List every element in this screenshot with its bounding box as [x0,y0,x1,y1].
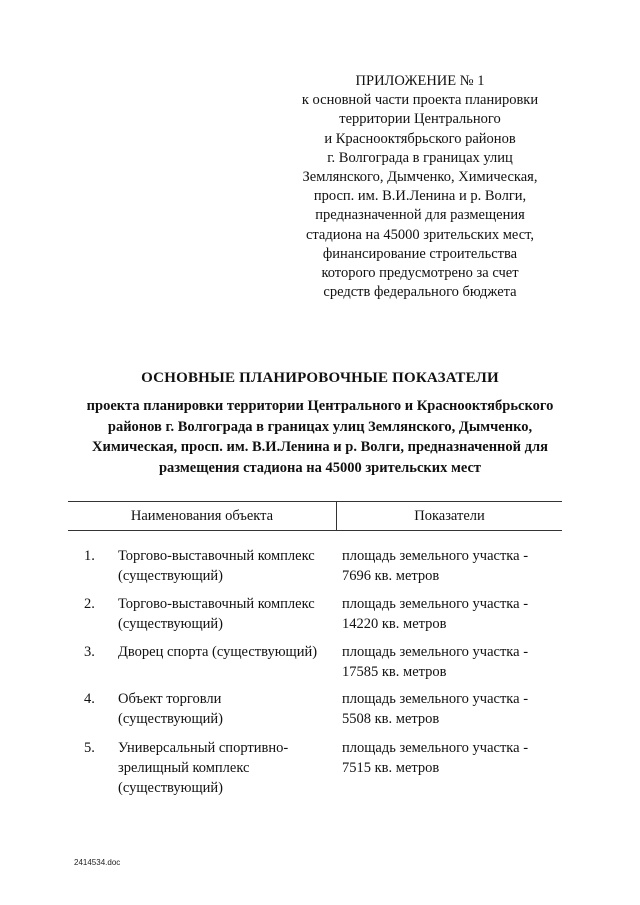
row-number: 5. [84,740,95,756]
indicator-line: площадь земельного участка - [342,644,529,660]
object-name-line: (существующий) [118,780,224,796]
object-name-line: (существующий) [118,616,224,632]
indicator-line: 5508 кв. метров [342,711,440,727]
column-header-indicators: Показатели [414,508,485,524]
indicator-line: площадь земельного участка - [342,596,529,612]
indicator-line: 17585 кв. метров [342,664,447,680]
subtitle-line: Химическая, просп. им. В.И.Ленина и р. Волги, предназначенной для [92,439,548,455]
annex-line: территории Центрального [339,111,501,128]
object-name [118,738,333,798]
row-number: 1. [84,548,95,564]
row-number: 4. [84,691,95,707]
annex-line: Землянского, Дымченко, Химическая, [302,169,538,186]
indicator-line: площадь земельного участка - [342,548,529,564]
indicator-value [342,546,562,586]
annex-line: ПРИЛОЖЕНИЕ № 1 [355,73,485,89]
document-title: ОСНОВНЫЕ ПЛАНИРОВОЧНЫЕ ПОКАЗАТЕЛИ [141,370,499,386]
row-number: 2. [84,596,95,612]
object-name [118,546,333,586]
indicator-value [342,594,562,634]
indicator-line: площадь земельного участка - [342,691,529,707]
annex-line: г. Волгограда в границах улиц [327,149,513,166]
subtitle-line: размещения стадиона на 45000 зрительских мест [158,459,482,476]
document-subtitle [40,396,600,478]
object-name [118,642,333,662]
annex-line: просп. им. В.И.Ленина и р. Волги, [313,188,527,205]
subtitle-line: районов г. Волгограда в границах улиц Землянского, Дымченко, [107,418,533,435]
indicator-line: 14220 кв. метров [342,616,447,632]
indicator-value [342,738,562,778]
object-name [118,689,333,729]
object-name-line: Дворец спорта (существующий) [118,644,318,660]
subtitle-line: проекта планировки территории Центрального и Краснооктябрьского [86,398,554,414]
indicator-line: 7515 кв. метров [342,760,440,776]
table-header [68,501,562,531]
object-name-line: Универсальный спортивно- [118,740,289,756]
annex-heading [270,72,570,302]
annex-line: к основной части проекта планировки [301,92,539,109]
annex-line: и Краснооктябрьского районов [324,130,516,147]
document-file-code: 2414534.doc [74,858,121,867]
indicator-line: площадь земельного участка - [342,740,529,756]
annex-line: которого предусмотрено за счет [321,265,519,282]
object-name-line: Торгово-выставочный комплекс [118,548,315,564]
annex-line: предназначенной для размещения [315,207,525,224]
annex-line: средств федерального бюджета [323,284,517,301]
indicator-value [342,689,562,729]
object-name-line: зрелищный комплекс [118,760,250,776]
object-name [118,594,333,634]
object-name-line: (существующий) [118,711,224,727]
row-number: 3. [84,644,95,660]
object-name-line: (существующий) [118,568,224,584]
column-header-object-name: Наименования объекта [68,502,337,530]
annex-line: финансирование строительства [322,245,518,262]
indicator-value [342,642,562,682]
object-name-line: Объект торговли [118,691,222,707]
indicator-line: 7696 кв. метров [342,568,440,584]
annex-line: стадиона на 45000 зрительских мест, [305,226,535,243]
object-name-line: Торгово-выставочный комплекс [118,596,315,612]
